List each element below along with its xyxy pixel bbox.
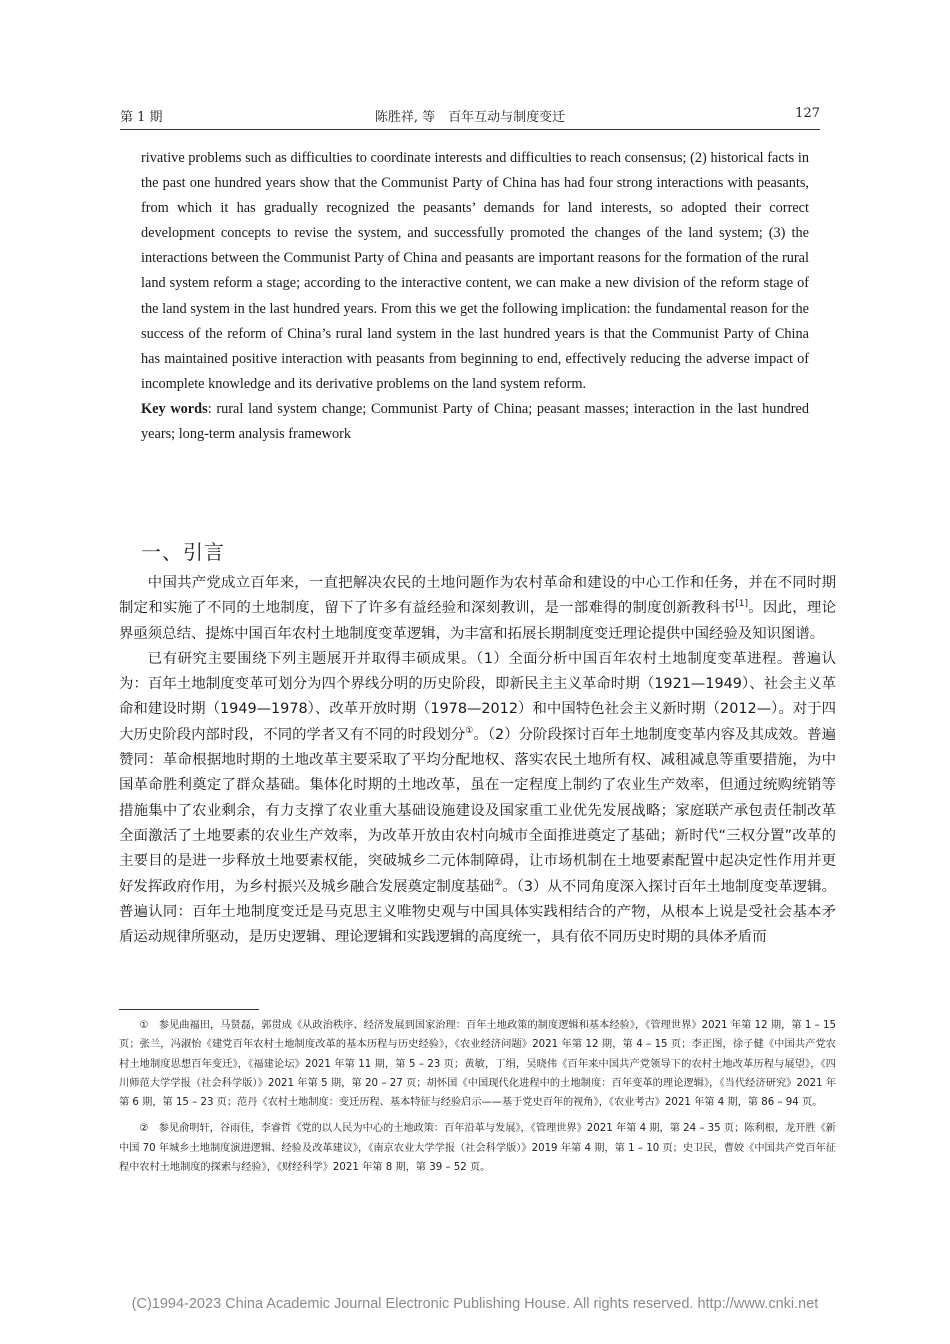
keywords-label: Key words <box>141 400 208 417</box>
running-title: 陈胜祥, 等 百年互动与制度变迁 <box>374 110 566 125</box>
paragraph-2-part-b: 。（2）分阶段探讨百年土地制度变革内容及其成效。普遍赞同：革命根据地时期的土地改革主要采取了平均分配地权、落实农民土地所有权、减租减息等重要措施，为中国革命胜利奠定了群众基础。集体化时期的土地改革，虽在一定程度上制约了农业生产效率，但通过统购统销等措施集中了农业剩余，有力支撑了农业重大基础设施建设及国家重工业优先发展战略；家庭联产承包责任制改革全面激活了土地要素的农业生产效率，为改革开放由农村向城市全面推进奠定了基础；新时代“三权分置”改革的主要目的是进一步释放土地要素权能，突破城乡二元体制障碍，让市场机制在土地要素配置中起决定性作用并更好发挥政府作用，为乡村振兴及城乡融合发展奠定制度基础 <box>119 726 836 895</box>
footnote-ref-1: ① <box>465 725 474 736</box>
english-abstract <box>141 146 809 447</box>
running-head <box>120 106 820 126</box>
paragraph-1 <box>119 571 836 647</box>
copyright-watermark: (C)1994-2023 China Academic Journal Electronic Publishing House. All rights reserved. http://www.cnki.net <box>131 1296 819 1312</box>
keywords-text: : rural land system change; Communist Party of China; peasant masses; interaction in the last hundred years; long-term analysis framework <box>141 400 809 443</box>
paragraph-1-text: 中国共产党成立百年来，一直把解决农民的土地问题作为农村革命和建设的中心工作和任务，并在不同时期制定和实施了不同的土地制度，留下了许多有益经验和深刻教训，是一部难得的制度创新教科书 <box>119 575 836 617</box>
body-text <box>119 571 836 950</box>
footnotes <box>119 1016 836 1184</box>
issue-number: 第 1 期 <box>120 110 163 125</box>
abstract-text: rivative problems such as difficulties to coordinate interests and difficulties to reach consensus; (2) historical facts in the past one hundred years show that the Communist Party of China has had four strong interactions with peasants, from which it has gradually recognized the peasants’ demands for land interests, so adopted their correct development concepts to revise the system, and successfully promoted the changes of the land system; (3) the interactions between the Communist Party of China and peasants are important reasons for the formation of the rural land system reform a stage; according to the interactive content, we can make a new division of the reform stage of the land system in the last hundred years. From this we get the following implication: the fundamental reason for the success of the reform of China’s rural land system in the last hundred years is that the Communist Party of China has maintained positive interaction with peasants from beginning to end, effectively reducing the adverse impact of incomplete knowledge and its derivative problems on the land system reform. <box>141 150 809 392</box>
paragraph-2 <box>119 647 836 951</box>
footnote-2: ② 参见俞明轩，谷雨佳，李睿哲《党的以人民为中心的土地政策：百年沿革与发展》，《管理世界》2021 年第 4 期，第 24 – 35 页；陈利根，龙开胜《新中国 70 年城乡土地制度演进逻辑、经验及改革建议》，《南京农业大学学报（社会科学版）》2019 年第 4 期，第 1 – 10 页；史卫民，曹姣《中国共产党百年征程中农村土地制度的探索与经验》，《财经科学》2021 年第 8 期，第 39 – 52 页。 <box>119 1123 836 1174</box>
citation-ref-1: [1] <box>735 599 748 610</box>
keywords-line <box>141 397 809 447</box>
footnote-1: ① 参见曲福田，马贤磊，郭贯成《从政治秩序、经济发展到国家治理：百年土地政策的制度逻辑和基本经验》，《管理世界》2021 年第 12 期，第 1 – 15 页；张兰，冯淑怡《建党百年农村土地制度改革的基本历程与历史经验》，《农业经济问题》2021 年第 12 期，第 4 – 15 页；李正图，徐子健《中国共产党农村土地制度思想百年变迁》，《福建论坛》2021 年第 11 期，第 5 – 23 页；黄敏，丁绢，吴晓伟《百年来中国共产党领导下的农村土地改革历程与展望》，《四川师范大学学报（社会科学版）》2021 年第 5 期，第 20 – 27 页；胡怀国《中国现代化进程中的土地制度：百年变革的理论逻辑》，《当代经济研究》2021 年第 6 期，第 15 – 23 页；范丹《农村土地制度：变迁历程、基本特征与经验启示——基于党史百年的视角》，《农业考古》2021 年第 4 期，第 86 – 94 页。 <box>119 1020 836 1109</box>
footnote-rule <box>119 1009 259 1010</box>
section-heading: 一、引言 <box>141 540 225 564</box>
paragraph-1-end: 。因此，理论界亟须总结、提炼中国百年农村土地制度变革逻辑，为丰富和拓展长期制度变迁理论提供中国经验及知识图谱。 <box>119 600 836 642</box>
paragraph-2-part-a: 已有研究主要围绕下列主题展开并取得丰硕成果。（1）全面分析中国百年农村土地制度变革进程。普遍认为：百年土地制度变革可划分为四个界线分明的历史阶段，即新民主主义革命时期（1921—1949）、社会主义革命和建设时期（1949—1978）、改革开放时期（1978—2012）和中国特色社会主义新时期（2012—）。对于四大历史阶段内部时段，不同的学者又有不同的时段划分 <box>119 650 836 743</box>
footnote-ref-2: ② <box>494 877 503 888</box>
header-rule <box>120 129 820 130</box>
page-number: 127 <box>795 106 820 121</box>
paragraph-2-part-c: 。（3）从不同角度深入探讨百年土地制度变革逻辑。普遍认同：百年土地制度变迁是马克思主义唯物史观与中国具体实践相结合的产物，从根本上说是受社会基本矛盾运动规律所驱动，是历史逻辑、理论逻辑和实践逻辑的高度统一，具有依不同历史时期的具体矛盾而 <box>119 878 836 946</box>
